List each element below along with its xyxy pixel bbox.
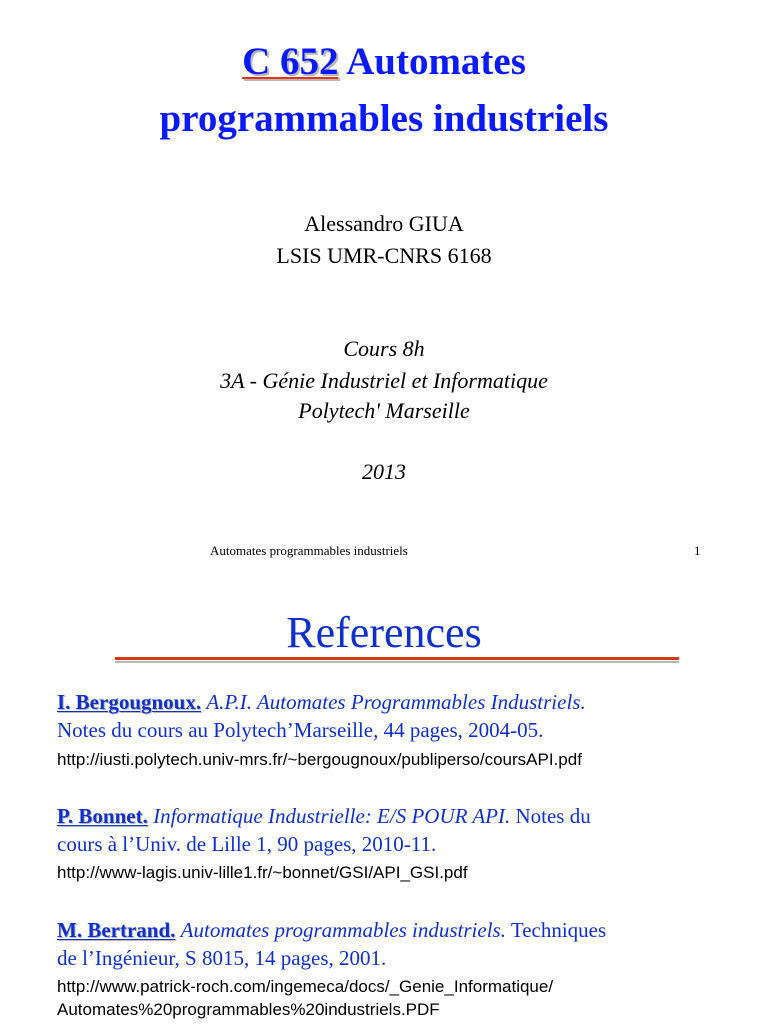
school-name: Polytech' Marseille [298,398,470,423]
reference-3-url-line-2[interactable]: Automates%20programmables%20industriels.PDF [57,1000,440,1019]
reference-1 [57,688,757,744]
reference-details: Notes du cours au Polytech’Marseille, 44 pages, 2004-05. [57,718,544,742]
year: 2013 [362,459,406,484]
title-underline-red [115,657,679,660]
reference-author: M. Bertrand. [57,918,176,942]
reference-details: Notes du [515,804,591,828]
title-text: Automates [338,40,526,83]
reference-title: Automates programmables industriels. [180,918,506,942]
course-hours: Cours 8h [343,336,425,361]
reference-3 [57,916,757,972]
lab-name: LSIS UMR-CNRS 6168 [276,243,492,268]
author-name: Alessandro GIUA [304,211,464,236]
reference-1-url[interactable]: http://iusti.polytech.univ-mrs.fr/~bergougnoux/publiperso/coursAPI.pdf [57,750,582,769]
reference-2 [57,802,757,858]
program-name: 3A - Génie Industriel et Informatique [220,368,548,393]
reference-author: I. Bergougnoux. [57,690,202,714]
slide-title-line-2: programmables industriels [159,97,609,140]
slide-title-line-1 [0,38,768,86]
reference-details: de l’Ingénieur, S 8015, 14 pages, 2001. [57,946,387,970]
reference-details: Techniques [510,918,607,942]
title-underline-shadow [115,661,679,663]
reference-author: P. Bonnet. [57,804,148,828]
page-number: 1 [694,543,701,558]
reference-3-url-line-1[interactable]: http://www.patrick-roch.com/ingemeca/docs/_Genie_Informatique/ [57,977,554,996]
slide-2 [0,580,768,1024]
reference-2-url[interactable]: http://www-lagis.univ-lille1.fr/~bonnet/GSI/API_GSI.pdf [57,863,468,882]
reference-details: cours à l’Univ. de Lille 1, 90 pages, 2010-11. [57,832,437,856]
references-title: References [286,608,482,657]
reference-title: A.P.I. Automates Programmables Industriels. [206,690,586,714]
reference-title: Informatique Industrielle: E/S POUR API. [153,804,511,828]
course-code: C 652 [242,40,339,83]
footer-title: Automates programmables industriels [210,543,408,558]
